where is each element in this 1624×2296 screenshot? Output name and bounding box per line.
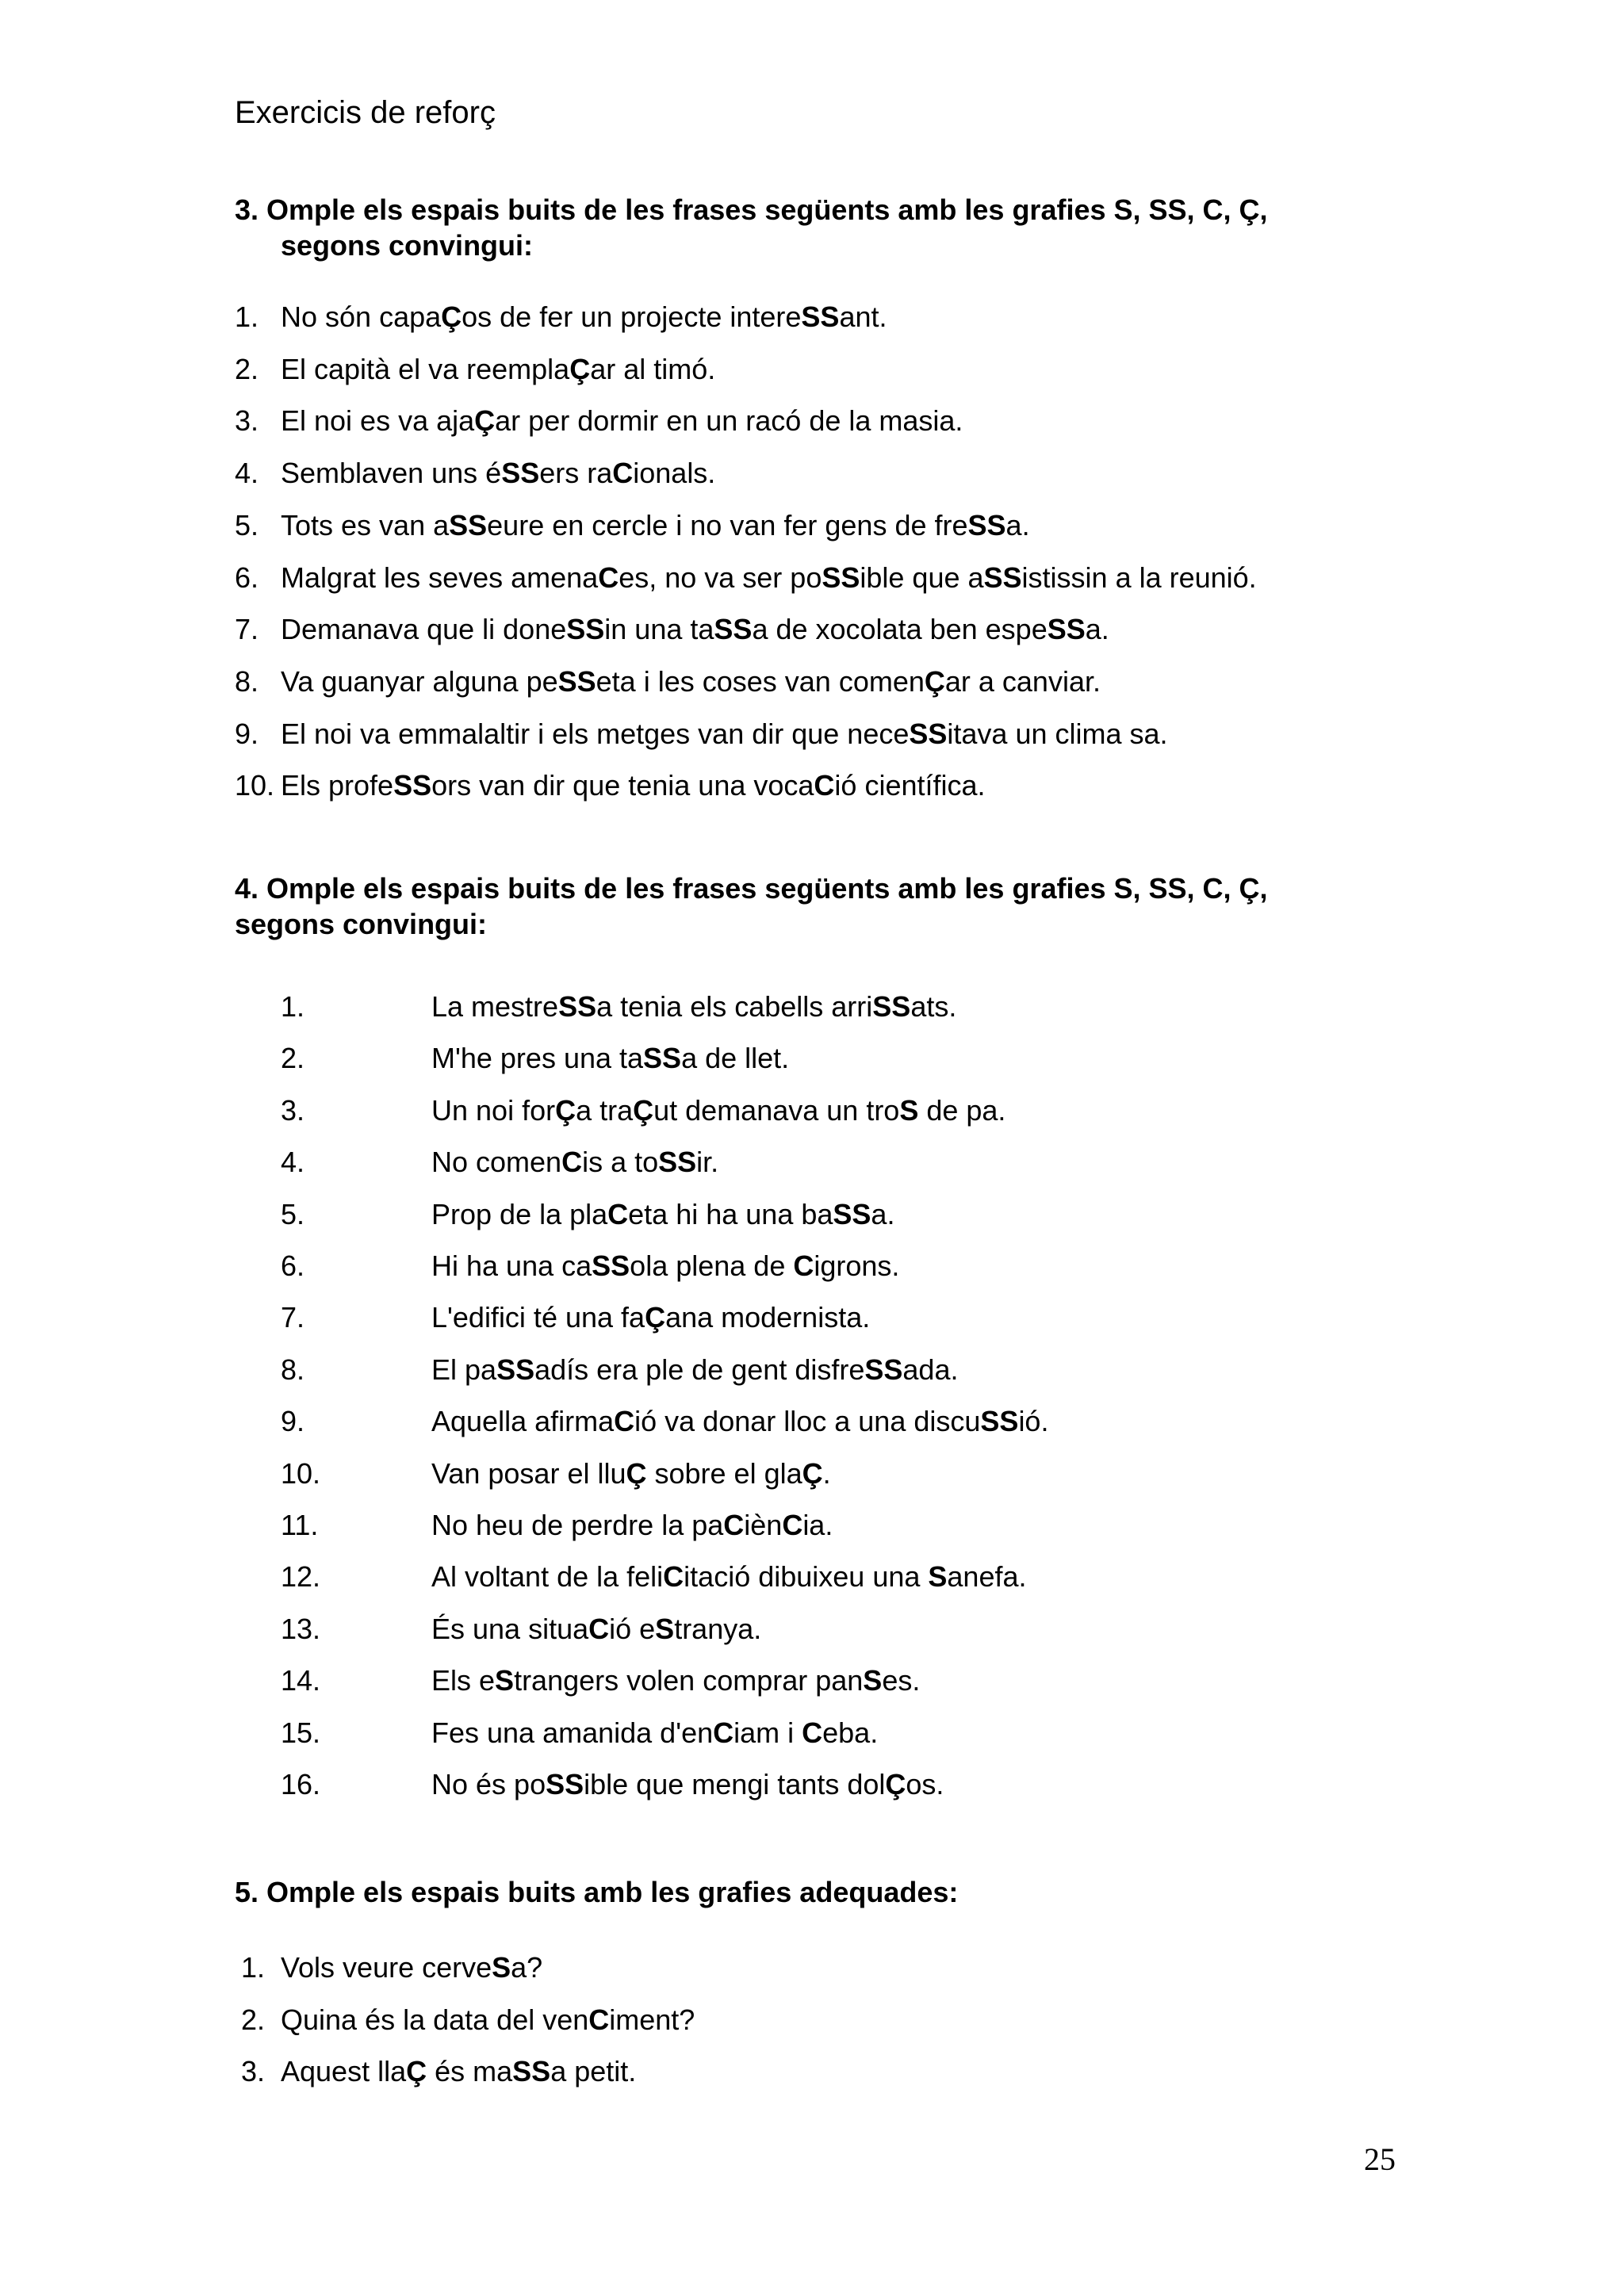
item-text: Malgrat les seves amenaCes, no va ser poSSible que aSSistissin a la reunió. [281, 561, 1257, 594]
answer-grapheme: S [928, 1560, 948, 1594]
item-text: Els profeSSors van dir que tenia una vocaCió científica. [281, 769, 986, 802]
answer-grapheme: SS [980, 1405, 1019, 1438]
answer-grapheme: C [612, 457, 634, 490]
exercise-3-title [235, 192, 1361, 263]
answer-grapheme: S [863, 1664, 883, 1697]
item-text: Un noi forÇa traÇut demanava un troS de pa. [431, 1093, 1006, 1127]
item-number: 4. [281, 1146, 305, 1179]
answer-grapheme: SS [864, 1353, 903, 1386]
item-text: El noi es va ajaÇar per dormir en un racó de la masia. [281, 404, 963, 438]
exercise-5-title: 5. Omple els espais buits amb les grafies adequades: [235, 1876, 959, 1908]
item-number: 2. [235, 352, 259, 385]
item-text: No heu de perdre la paCiènCia. [431, 1509, 833, 1541]
item-number: 9. [281, 1405, 305, 1438]
item-text: Hi ha una caSSola plena de Cigrons. [431, 1249, 900, 1282]
answer-grapheme: Ç [626, 1456, 647, 1490]
answer-grapheme: SS [512, 2055, 551, 2087]
answer-grapheme: SS [546, 1768, 584, 1800]
item-text: Els eStrangers volen comprar panSes. [431, 1664, 921, 1697]
item-text: Aquest llaÇ és maSSa petit. [281, 2055, 637, 2087]
item-number: 8. [281, 1353, 305, 1386]
answer-grapheme: SS [496, 1353, 535, 1386]
answer-grapheme: SS [592, 1249, 630, 1282]
item-number: 3. [281, 1093, 305, 1127]
exercise-3-title-line-1: 3. Omple els espais buits de les frases següents amb les grafies S, SS, C, Ç, [235, 193, 1268, 226]
answer-grapheme: C [723, 1509, 745, 1541]
item-text: El noi va emmalaltir i els metges van dir que neceSSitava un clima sa. [281, 717, 1168, 750]
answer-grapheme: SS [833, 1197, 871, 1230]
item-number: 1. [235, 300, 259, 333]
item-number: 1. [281, 990, 305, 1023]
answer-grapheme: SS [1047, 613, 1086, 646]
answer-grapheme: S [899, 1093, 919, 1127]
item-number: 2. [281, 1042, 305, 1075]
item-number: 14. [281, 1664, 321, 1697]
item-number: 9. [235, 717, 259, 750]
item-text: L'edifici té una faÇana modernista. [431, 1301, 871, 1334]
item-number: 3. [241, 2055, 266, 2087]
item-text: Aquella afirmaCió va donar lloc a una discuSSió. [431, 1405, 1049, 1438]
item-text: Vols veure cerveSa? [281, 1951, 543, 1984]
item-text: No és poSSible que mengi tants dolÇos. [431, 1768, 944, 1800]
answer-grapheme: C [607, 1197, 629, 1230]
answer-grapheme: Ç [569, 352, 591, 385]
answer-grapheme: C [663, 1560, 684, 1594]
answer-grapheme: C [588, 1612, 610, 1645]
answer-grapheme: SS [967, 508, 1006, 541]
answer-grapheme: Ç [885, 1768, 906, 1800]
item-number: 13. [281, 1612, 321, 1645]
answer-grapheme: Ç [474, 404, 496, 438]
answer-grapheme: C [802, 1716, 823, 1749]
answer-grapheme: SS [558, 990, 597, 1023]
item-number: 1. [241, 1951, 266, 1984]
answer-grapheme: SS [658, 1146, 697, 1179]
exercise-4-title-line-1: 4. Omple els espais buits de les frases següents amb les grafies S, SS, C, Ç, [235, 872, 1268, 905]
item-text: No són capaÇos de fer un projecte intereSSant. [281, 300, 887, 333]
answer-grapheme: Ç [645, 1301, 666, 1334]
exercise-3-title-line-2: segons convingui: [281, 229, 534, 262]
answer-grapheme: SS [449, 508, 488, 541]
item-number: 11. [281, 1509, 319, 1541]
item-number: 15. [281, 1716, 321, 1749]
answer-grapheme: C [588, 2003, 610, 2036]
answer-grapheme: SS [983, 561, 1022, 594]
answer-grapheme: Ç [441, 300, 462, 333]
item-number: 7. [281, 1301, 305, 1334]
answer-grapheme: C [614, 1405, 635, 1438]
item-text: No comenCis a toSSir. [431, 1146, 719, 1179]
answer-grapheme: SS [557, 664, 596, 698]
page-header: Exercicis de reforç [235, 95, 496, 130]
answer-grapheme: SS [801, 300, 840, 333]
answer-grapheme: C [713, 1716, 734, 1749]
page-number: 25 [1364, 2141, 1396, 2177]
item-number: 16. [281, 1768, 321, 1800]
answer-grapheme: SS [714, 613, 753, 646]
answer-grapheme: Ç [924, 664, 945, 698]
answer-grapheme: C [782, 1509, 803, 1541]
exercise-4-title [235, 871, 1361, 942]
answer-grapheme: Ç [802, 1456, 823, 1490]
answer-grapheme: C [598, 561, 619, 594]
answer-grapheme: SS [909, 717, 948, 750]
item-text: Al voltant de la feliCitació dibuixeu una Sanefa. [431, 1560, 1027, 1594]
answer-grapheme: C [793, 1249, 814, 1282]
item-text: Van posar el lluÇ sobre el glaÇ. [431, 1456, 831, 1490]
item-text: Semblaven uns éSSers raCionals. [281, 457, 716, 490]
answer-grapheme: Ç [555, 1093, 576, 1127]
answer-grapheme: SS [393, 769, 432, 802]
answer-grapheme: Ç [406, 2055, 427, 2087]
item-text: La mestreSSa tenia els cabells arriSSats. [431, 990, 957, 1023]
item-number: 5. [235, 508, 259, 541]
item-number: 3. [235, 404, 259, 438]
item-number: 4. [235, 457, 259, 490]
item-number: 12. [281, 1560, 321, 1594]
item-number: 5. [281, 1197, 305, 1230]
answer-grapheme: SS [501, 457, 540, 490]
answer-grapheme: SS [643, 1042, 682, 1075]
answer-grapheme: C [561, 1146, 583, 1179]
item-text: Tots es van aSSeure en cercle i no van fer gens de freSSa. [281, 508, 1030, 541]
item-text: M'he pres una taSSa de llet. [431, 1042, 790, 1075]
item-number: 6. [235, 561, 259, 594]
answer-grapheme: S [655, 1612, 675, 1645]
item-number: 8. [235, 664, 259, 698]
answer-grapheme: S [495, 1664, 515, 1697]
item-text: Va guanyar alguna peSSeta i les coses van comenÇar a canviar. [281, 664, 1101, 698]
exercise-4-title-line-2: segons convingui: [235, 908, 488, 940]
answer-grapheme: C [814, 769, 835, 802]
item-text: Prop de la plaCeta hi ha una baSSa. [431, 1197, 895, 1230]
item-number: 7. [235, 613, 259, 646]
item-text: Demanava que li doneSSin una taSSa de xocolata ben espeSSa. [281, 613, 1109, 646]
item-text: Fes una amanida d'enCiam i Ceba. [431, 1716, 879, 1749]
answer-grapheme: SS [822, 561, 860, 594]
answer-grapheme: SS [566, 613, 605, 646]
item-text: El capità el va reemplaÇar al timó. [281, 352, 716, 385]
answer-grapheme: S [492, 1951, 511, 1984]
item-text: El paSSadís era ple de gent disfreSSada. [431, 1353, 959, 1386]
answer-grapheme: Ç [633, 1093, 654, 1127]
item-number: 6. [281, 1249, 305, 1282]
item-number: 10. [235, 769, 275, 802]
item-text: És una situaCió eStranya. [431, 1612, 762, 1645]
item-number: 2. [241, 2003, 266, 2036]
item-text: Quina és la data del venCiment? [281, 2003, 695, 2036]
answer-grapheme: SS [872, 990, 911, 1023]
item-number: 10. [281, 1456, 321, 1490]
